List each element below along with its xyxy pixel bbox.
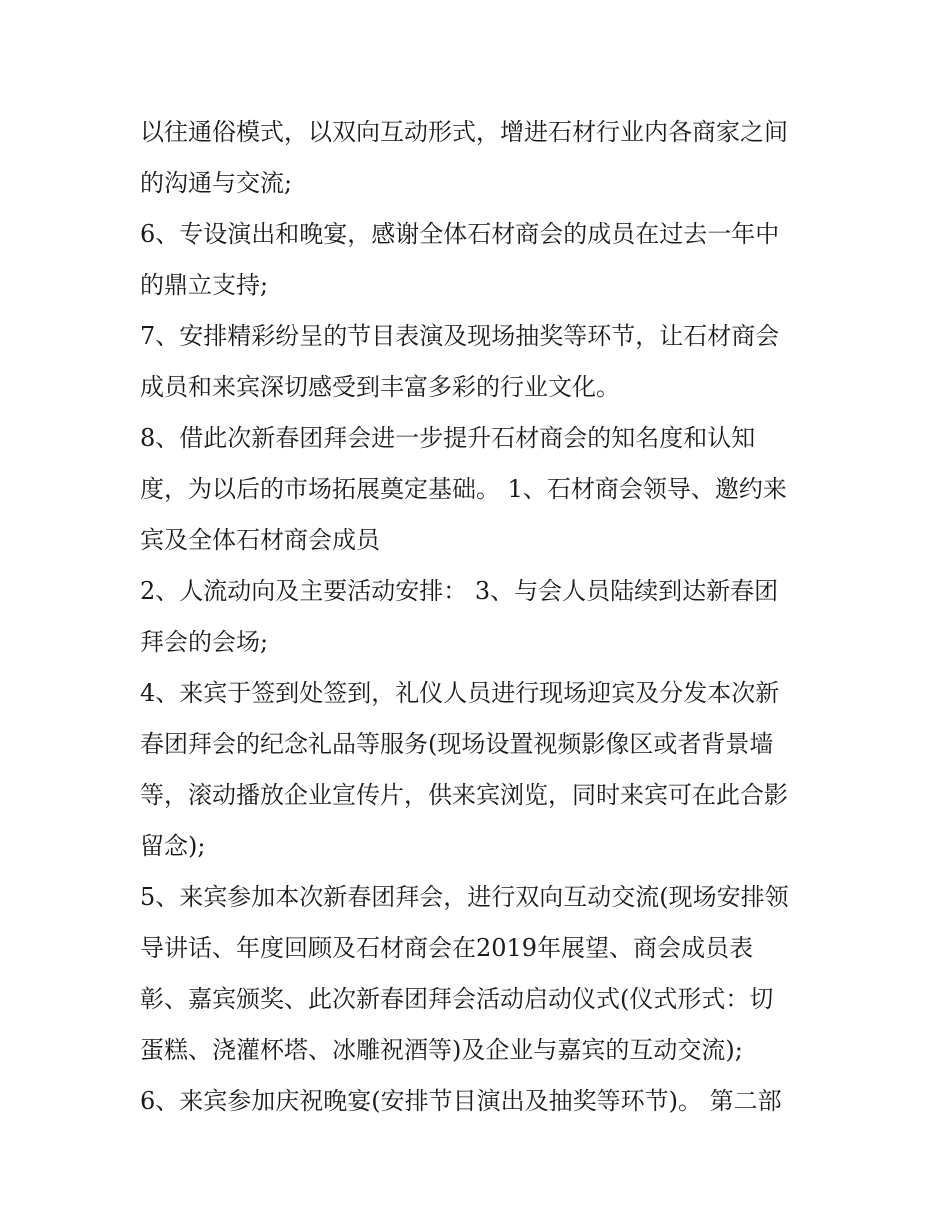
text-line: 等，滚动播放企业宣传片，供来宾浏览，同时来宾可在此合影 (140, 781, 788, 809)
text-line: 春团拜会的纪念礼品等服务(现场设置视频影像区或者背景墙 (140, 730, 774, 758)
text-line: 以往通俗模式，以双向互动形式，增进石材行业内各商家之间 (140, 118, 788, 146)
text-line: 宾及全体石材商会成员 (140, 526, 380, 554)
text-line: 8、借此次新春团拜会进一步提升石材商会的知名度和认知 (140, 424, 756, 452)
text-line: 导讲话、年度回顾及石材商会在2019年展望、商会成员表 (140, 934, 754, 962)
document-body (140, 107, 830, 1127)
text-line: 度，为以后的市场拓展奠定基础。 1、石材商会领导、邀约来 (140, 475, 787, 503)
text-line: 的鼎立支持; (140, 271, 269, 299)
text-line: 的沟通与交流; (140, 169, 293, 197)
text-line: 6、专设演出和晚宴，感谢全体石材商会的成员在过去一年中 (140, 220, 780, 248)
text-line: 2、人流动向及主要活动安排： 3、与会人员陆续到达新春团 (140, 577, 779, 605)
text-line: 蛋糕、浇灌杯塔、冰雕祝酒等)及企业与嘉宾的互动交流); (140, 1036, 743, 1064)
text-line: 6、来宾参加庆祝晚宴(安排节目演出及抽奖等环节)。 第二部 (140, 1087, 782, 1115)
text-line: 5、来宾参加本次新春团拜会，进行双向互动交流(现场安排领 (140, 883, 789, 911)
text-line: 留念); (140, 832, 206, 860)
text-line: 7、安排精彩纷呈的节目表演及现场抽奖等环节，让石材商会 (140, 322, 780, 350)
text-line: 成员和来宾深切感受到丰富多彩的行业文化。 (140, 373, 620, 401)
text-line: 拜会的会场; (140, 628, 269, 656)
text-line: 4、来宾于签到处签到，礼仪人员进行现场迎宾及分发本次新 (140, 679, 780, 707)
text-line: 彰、嘉宾颁奖、此次新春团拜会活动启动仪式(仪式形式：切 (140, 985, 774, 1013)
